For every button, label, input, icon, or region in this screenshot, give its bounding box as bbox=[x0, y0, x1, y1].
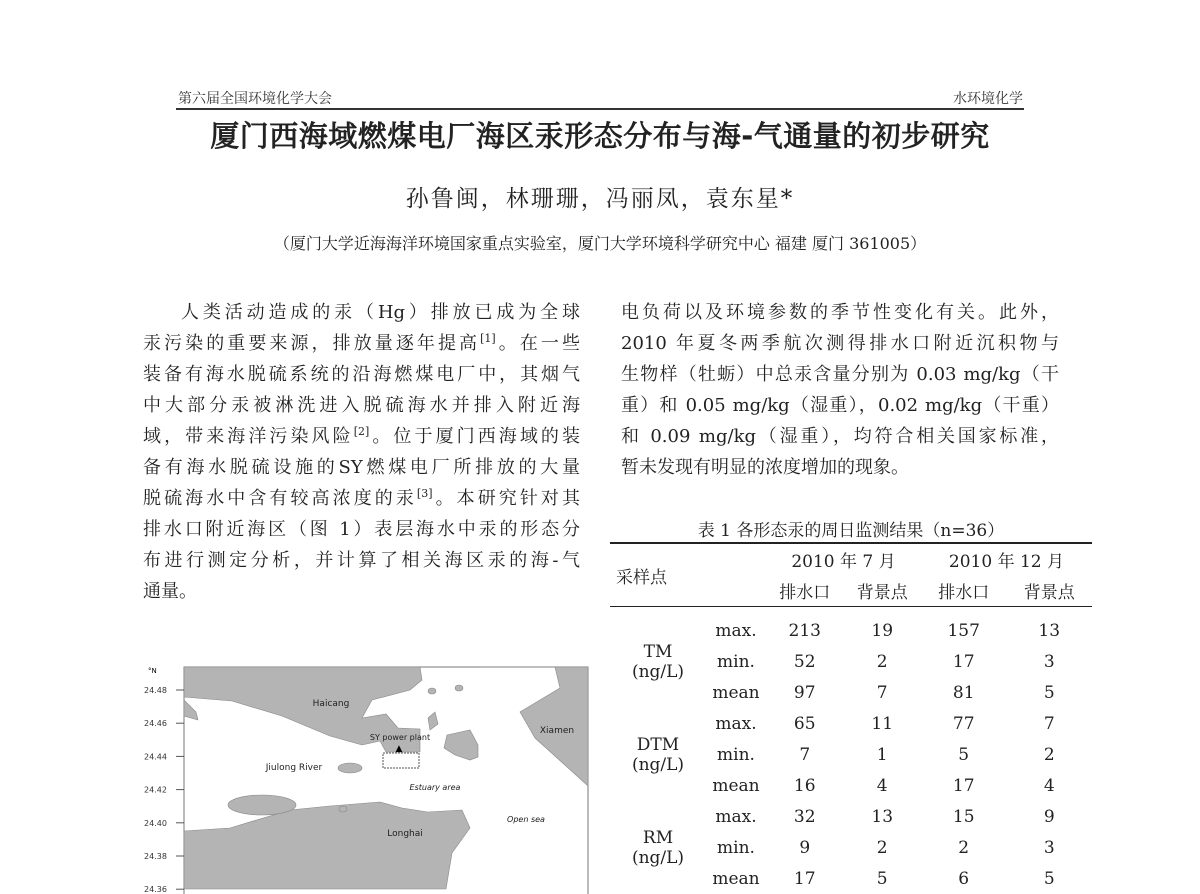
label-open-sea: Open sea bbox=[507, 815, 545, 824]
text-line: 中大部分汞被淋洗进入脱硫海水并排入附近海 bbox=[143, 395, 580, 416]
paper-title: 厦门西海域燃煤电厂海区汞形态分布与海-气通量的初步研究 bbox=[210, 119, 990, 153]
authors: 孙鲁闽，林珊珊，冯丽凤，袁东星* bbox=[405, 186, 795, 212]
lat-tick-label: 24.46 bbox=[144, 719, 167, 729]
label-power-plant: SY power plant bbox=[369, 733, 431, 742]
table-cell: 16 bbox=[793, 775, 816, 796]
table-cell: 13 bbox=[1038, 620, 1061, 641]
stat-label: mean bbox=[712, 682, 760, 703]
label-estuary: Estuary area bbox=[409, 783, 461, 792]
power-plant-marker: ▲ bbox=[395, 744, 403, 754]
table-caption: 表 1 各形态汞的周日监测结果（n=36） bbox=[697, 521, 1005, 541]
table-cell: 5 bbox=[1043, 682, 1055, 703]
axis-unit: °N bbox=[148, 667, 157, 675]
table-cell: 11 bbox=[871, 713, 894, 734]
text-line: 重）和 0.05 mg/kg（湿重），0.02 mg/kg（干重） bbox=[621, 395, 1059, 416]
stat-label: max. bbox=[715, 620, 757, 641]
table-cell: 9 bbox=[799, 837, 811, 858]
lat-tick-label: 24.44 bbox=[144, 752, 167, 762]
header-period: 2010 年 7 月 bbox=[791, 552, 896, 572]
table-cell: 52 bbox=[793, 651, 816, 672]
table-cell: 213 bbox=[788, 620, 821, 641]
text-line: 人类活动造成的汞（Hg）排放已成为全球 bbox=[181, 302, 580, 323]
citation: [1] bbox=[480, 332, 496, 345]
text-line: 汞污染的重要来源，排放量逐年提高[1]。在一些 bbox=[143, 332, 580, 354]
text-line: 备有海水脱硫设施的SY燃煤电厂所排放的大量 bbox=[143, 457, 580, 478]
table-cell: 17 bbox=[793, 868, 816, 889]
text-line: 暂未发现有明显的浓度增加的现象。 bbox=[621, 457, 909, 478]
text-line: 脱硫海水中含有较高浓度的汞[3]。本研究针对其 bbox=[143, 487, 581, 509]
table-cell: 2 bbox=[1043, 744, 1055, 765]
table-cell: 2 bbox=[876, 651, 888, 672]
label-jiulong: Jiulong River bbox=[265, 763, 323, 773]
monitoring-table bbox=[610, 542, 1092, 894]
table-cell: 7 bbox=[799, 744, 811, 765]
group-label: DTM (ng/L) bbox=[631, 734, 685, 775]
left-column-text bbox=[143, 297, 580, 607]
table-cell: 6 bbox=[958, 868, 970, 889]
citation: [3] bbox=[416, 487, 433, 500]
header-site: 采样点 bbox=[616, 567, 667, 588]
table-cell: 5 bbox=[958, 744, 970, 765]
table-cell: 5 bbox=[1043, 868, 1055, 889]
affiliation: （厦门大学近海海洋环境国家重点实验室，厦门大学环境科学研究中心 福建 厦门 361005） bbox=[273, 234, 927, 253]
label-xiamen: Xiamen bbox=[539, 726, 575, 736]
table-row bbox=[610, 801, 1092, 832]
table-cell: 7 bbox=[1043, 713, 1055, 734]
table-cell: 157 bbox=[947, 620, 980, 641]
header-subcol: 背景点 bbox=[856, 583, 908, 603]
running-header-left: 第六届全国环境化学大会 bbox=[178, 91, 332, 107]
table-cell: 3 bbox=[1043, 651, 1055, 672]
header-subcol: 排水口 bbox=[938, 583, 990, 603]
group-label: RM (ng/L) bbox=[631, 827, 685, 868]
land-island-west bbox=[228, 795, 296, 815]
stat-label: min. bbox=[717, 837, 755, 858]
table-cell: 4 bbox=[1043, 775, 1055, 796]
table-cell: 9 bbox=[1043, 806, 1055, 827]
table-cell: 19 bbox=[871, 620, 894, 641]
table-row bbox=[610, 615, 1092, 646]
text-line: 域，带来海洋污染风险[2]。位于厦门西海域的装 bbox=[143, 425, 580, 447]
header-subcol: 排水口 bbox=[779, 583, 831, 603]
table-cell: 77 bbox=[952, 713, 975, 734]
citation: [2] bbox=[353, 425, 370, 438]
table-cell: 3 bbox=[1043, 837, 1055, 858]
right-column-text bbox=[621, 297, 1059, 483]
table-cell: 13 bbox=[871, 806, 894, 827]
running-header-right: 水环境化学 bbox=[953, 91, 1023, 107]
lat-tick-label: 24.38 bbox=[144, 852, 167, 861]
group-label: TM (ng/L) bbox=[631, 641, 685, 682]
text-line: 通量。 bbox=[143, 581, 197, 602]
stat-label: mean bbox=[712, 775, 760, 796]
label-haicang: Haicang bbox=[312, 699, 350, 709]
stat-label: max. bbox=[715, 713, 757, 734]
table-cell: 97 bbox=[793, 682, 816, 703]
table-cell: 5 bbox=[876, 868, 888, 889]
table-cell: 2 bbox=[958, 837, 970, 858]
header-period: 2010 年 12 月 bbox=[948, 552, 1065, 572]
stat-label: max. bbox=[715, 806, 757, 827]
land-island-tiny bbox=[339, 806, 347, 812]
lat-tick-label: 24.40 bbox=[144, 818, 167, 828]
table-cell: 15 bbox=[952, 806, 975, 827]
lat-tick-label: 24.36 bbox=[144, 885, 167, 894]
label-longhai: Longhai bbox=[387, 829, 423, 839]
table-row bbox=[610, 708, 1092, 739]
study-area-map bbox=[140, 660, 600, 894]
text-line: 布进行测定分析，并计算了相关海区汞的海-气 bbox=[143, 550, 580, 571]
text-line: 装备有海水脱硫系统的沿海燃煤电厂中，其烟气 bbox=[143, 364, 580, 385]
header-rule bbox=[176, 108, 1024, 110]
table-cell: 7 bbox=[876, 682, 888, 703]
text-line: 和 0.09 mg/kg（湿重），均符合相关国家标准， bbox=[621, 426, 1059, 447]
stat-label: min. bbox=[717, 744, 755, 765]
table-cell: 1 bbox=[876, 744, 888, 765]
lat-tick-label: 24.48 bbox=[144, 686, 167, 695]
table-cell: 4 bbox=[876, 775, 888, 796]
text-line: 2010 年夏冬两季航次测得排水口附近沉积物与 bbox=[621, 333, 1059, 354]
text-line: 生物样（牡蛎）中总汞含量分别为 0.03 mg/kg（干 bbox=[621, 364, 1059, 385]
land-island-jiulong bbox=[338, 763, 362, 773]
stat-label: min. bbox=[717, 651, 755, 672]
table-cell: 2 bbox=[876, 837, 888, 858]
lat-tick-label: 24.42 bbox=[144, 785, 167, 795]
header-subcol: 背景点 bbox=[1023, 583, 1075, 603]
text-line: 电负荷以及环境参数的季节性变化有关。此外， bbox=[621, 302, 1059, 323]
table-cell: 17 bbox=[952, 651, 975, 672]
table-cell: 65 bbox=[793, 713, 816, 734]
table-cell: 81 bbox=[952, 682, 975, 703]
table-cell: 32 bbox=[793, 806, 816, 827]
text-line: 排水口附近海区（图 1）表层海水中汞的形态分 bbox=[143, 519, 580, 540]
stat-label: mean bbox=[712, 868, 760, 889]
table-cell: 17 bbox=[952, 775, 975, 796]
